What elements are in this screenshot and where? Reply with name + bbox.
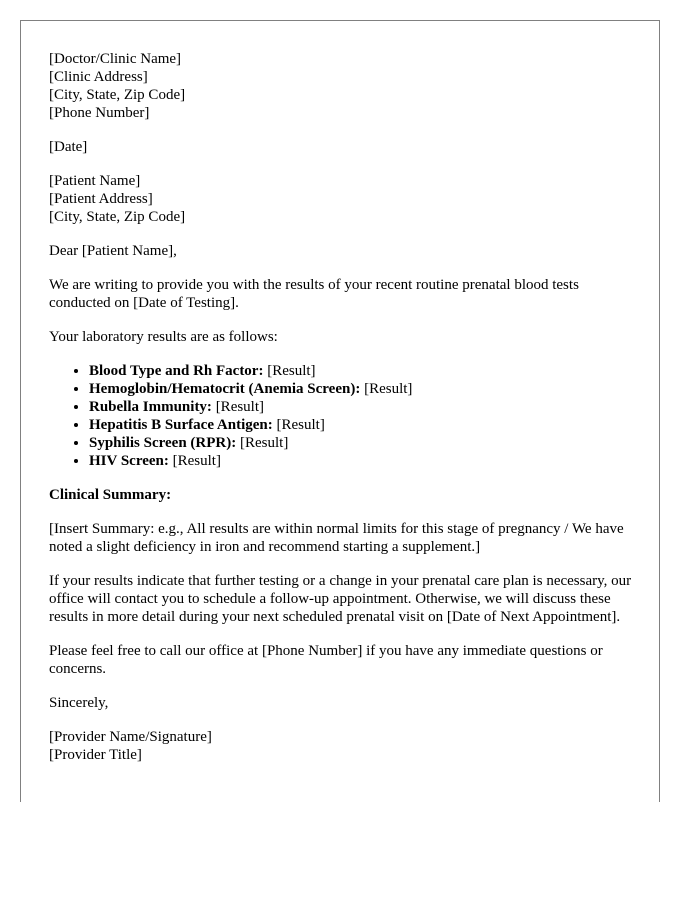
- result-value: [Result]: [211, 399, 265, 415]
- result-label: Blood Type and Rh Factor:: [89, 363, 264, 379]
- recipient-city-state-zip: [City, State, Zip Code]: [49, 209, 186, 225]
- closing: Sincerely,: [49, 695, 109, 711]
- result-item: [89, 452, 639, 470]
- sender-phone: [Phone Number]: [49, 105, 150, 121]
- recipient-name: [Patient Name]: [49, 173, 141, 189]
- letter-date: [Date]: [49, 139, 88, 155]
- result-item: [89, 380, 639, 398]
- result-value: [Result]: [272, 417, 325, 433]
- letter-page: [20, 20, 660, 802]
- followup-paragraph: If your results indicate that further testing or a change in your prenatal care plan is necessary, our office will contact you to schedule a follow-up appointment. Otherwise, we will discuss these results in more detail during your next scheduled prenatal visit on [Date of Next Appointment].: [49, 573, 632, 625]
- results-intro: Your laboratory results are as follows:: [49, 329, 278, 345]
- recipient-address: [Patient Address]: [49, 191, 153, 207]
- recipient-address-block: [49, 172, 639, 226]
- provider-name: [Provider Name/Signature]: [49, 729, 212, 745]
- letter-body: [49, 50, 639, 780]
- result-item: [89, 434, 639, 452]
- salutation: Dear [Patient Name],: [49, 243, 177, 259]
- intro-paragraph: We are writing to provide you with the results of your recent routine prenatal blood tests conducted on [Date of Testing].: [49, 277, 579, 311]
- provider-title: [Provider Title]: [49, 747, 142, 763]
- result-label: Hemoglobin/Hematocrit (Anemia Screen):: [89, 381, 361, 397]
- result-item: [89, 362, 639, 380]
- result-label: HIV Screen:: [89, 453, 169, 469]
- sender-city-state-zip: [City, State, Zip Code]: [49, 87, 186, 103]
- clinical-summary-text: [Insert Summary: e.g., All results are within normal limits for this stage of pregnancy / We have noted a slight deficiency in iron and recommend starting a supplement.]: [49, 521, 624, 555]
- result-value: [Result]: [168, 453, 221, 469]
- result-label: Rubella Immunity:: [89, 399, 212, 415]
- result-label: Hepatitis B Surface Antigen:: [89, 417, 273, 433]
- sender-name: [Doctor/Clinic Name]: [49, 51, 182, 67]
- result-item: [89, 416, 639, 434]
- result-value: [Result]: [360, 381, 413, 397]
- result-value: [Result]: [263, 363, 316, 379]
- signature-block: [49, 728, 639, 764]
- results-list: [49, 362, 639, 470]
- contact-paragraph: Please feel free to call our office at [Phone Number] if you have any immediate questions or concerns.: [49, 643, 603, 677]
- result-item: [89, 398, 639, 416]
- result-value: [Result]: [236, 435, 289, 451]
- clinical-summary-heading: Clinical Summary:: [49, 487, 172, 503]
- sender-address-block: [49, 50, 639, 122]
- sender-address: [Clinic Address]: [49, 69, 148, 85]
- result-label: Syphilis Screen (RPR):: [89, 435, 237, 451]
